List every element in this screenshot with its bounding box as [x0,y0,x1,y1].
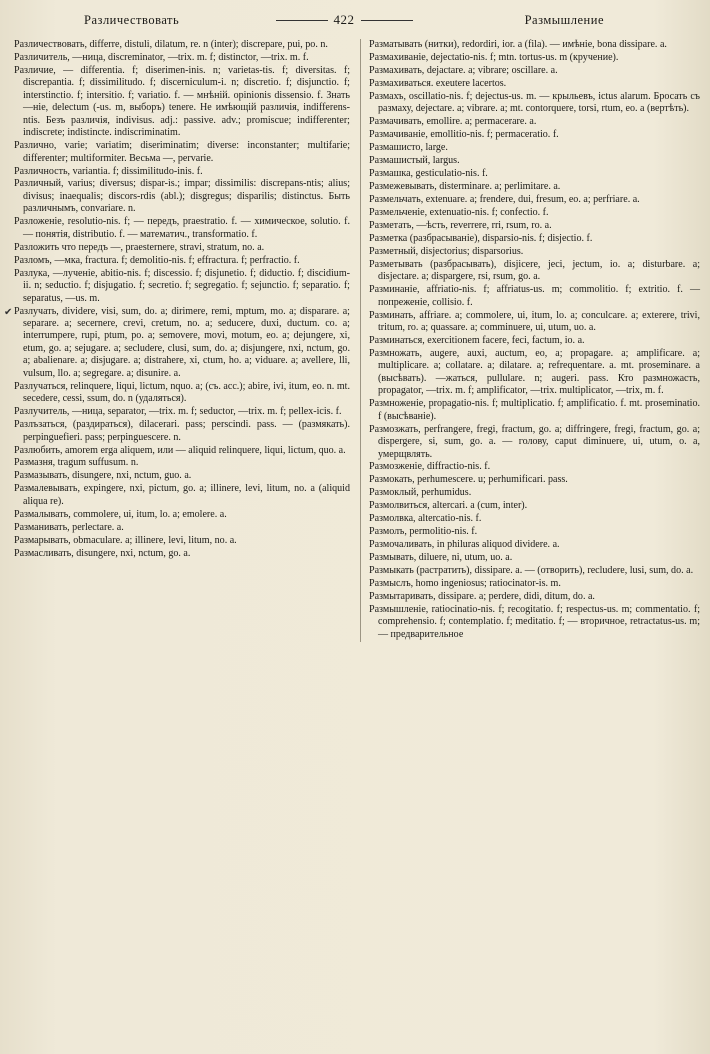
dictionary-entry: Размельченіе, extenuatio-nis. f; confectio. f. [368,206,549,218]
dictionary-entry: Размарывать, obmaculare. a; illinere, levi, litum, no. a. [14,534,237,546]
dictionary-entry: Разминать, affriare. a; commolere, ui, itum, lo. a; conculcare. a; exterere, trivi, tritum, ro. a; quassare. a; comminuere, ui, utum, uo. a. [368,309,700,333]
dictionary-entry: Разлучаться, relinquere, liqui, lictum, nquo. a; (съ. acc.); abire, ivi, itum, eo. n. mt. secedere, cessi, ssum, do. n (удаляться). [14,380,350,405]
dictionary-entry: Размахъ, oscillatio-nis. f; dejectus-us. m. — крыльевъ, ictus alarum. Бросать съ размаху, dejectare. a; vibrare. a; mt. contorquere, torsi, rtum, eo. a (вертѣть). [368,90,700,115]
dictionary-entry: Различный, varius; diversus; dispar-is.; impar; dissimilis: discrepans-ntis; alius; divisus; inaequalis; discors-rdis (abl.); disgregus; disparilis; distinctus. Быть различнымъ, convariare. n. [14,178,350,215]
dictionary-entry: Разметный, disjectorius; disparsorius. [368,245,524,257]
dictionary-entry: Размозженіе, diffractio-nis. f. [368,461,491,473]
dictionary-entry: Размачиваніе, emollitio-nis. f; permaceratio. f. [368,129,559,141]
left-column [14,39,350,642]
dictionary-entry: Размалевывать, expingere, nxi, pictum, go. a; illinere, levi, litum, no. a (aliquid aliqua re). [14,483,350,507]
dictionary-entry: Размахивать, dejactare. a; vibrare; oscillare. a. [368,64,558,76]
dictionary-entry: Различно, varie; variatim; diseriminatim; diverse: inconstanter; multifarie; differenter; multiformiter. Весьма —, pervarie. [14,140,350,164]
dictionary-entry: Размахиваніе, dejectatio-nis. f; mtn. tortus-us. m (кручение). [368,51,619,63]
page-number: 422 [333,12,355,27]
running-head-right: Размышление [524,12,604,27]
dictionary-entry: Разметывать (разбрасывать), disjicere, jeci, jectum, io. a; disturbare. a; disjectare. a; dispargere, rsi, rsum, go. a. [368,258,700,283]
dictionary-entry: Размахиваться. exeutere lacertos. [368,77,507,89]
dictionary-entry: Размножать, augere, auxi, auctum, eo, a; propagare. a; amplificare. a; multiplicare. a; collatare. a; dilatare. a; refrequentare. a. mt. proseminare. a (высѣвать). —жаться, pullulare. n; augeri. pass. Кто размножасть, propagator, —trix. m. f; amplificator, —trix. multiplicator, —trix, m. f. [368,347,700,397]
dictionary-entry: Размашка, gesticulatio-nis. f. [368,168,488,180]
dictionary-entry: Размельчать, extenuare. a; frendere, dui, fresum, eo. a; perfriare. a. [368,193,640,205]
dictionary-entry: Размыкать (растратить), dissipare. a. — (отворить), recludere, lusi, sum, do. a. [368,565,694,577]
dictionary-entry: Разломъ, —мка, fractura. f; demolitio-nis. f; effractura. f; perfractio. f. [14,254,300,266]
dictionary-entry: Разложить что передъ —, praesternere, stravi, stratum, no. a. [14,241,265,253]
dictionary-entry: Разматывать (нитки), redordiri, ior. a (fila). — имѣніе, bona dissipare. a. [368,39,667,50]
margin-mark: ✔ [4,307,13,318]
dictionary-entry: Размазывать, disungere, nxi, nctum, guo. a. [14,470,192,482]
dictionary-entry: Размолъ, permolitio-nis. f. [368,526,478,538]
dictionary-entry: Разлучитель, —ница, separator, —trix. m. f; seductor, —trix. m. f; pellex-icis. f. [14,406,342,418]
dictionary-entry: Различитель, —ница, discreminator, —trix. m. f; distinctor, —trix. m. f. [14,51,309,63]
dictionary-entry: Размытаривать, dissipare. a; perdere, didi, ditum, do. a. [368,590,595,602]
dictionary-entry: Разминаться, exercitionem facere, feci, factum, io. a. [368,334,585,346]
dictionary-entry: Разлука, —лученіе, abitio-nis. f; discessio. f; disjunetio. f; diductio. f; discidium-ii. n; seductio. f; disjugatio. f; secretio. f; segregatio. f; sejunctio. f; separatio. f; separatus, —us. m. [14,267,350,304]
dictionary-entry: Размасливать, disungere, nxi, nctum, go. a. [14,547,191,559]
dictionary-entry: Размежевывать, disterminare. a; perlimitare. a. [368,180,561,192]
page-header [14,8,700,33]
dictionary-entry: Размыслъ, homo ingeniosus; ratiocinator-is. m. [368,578,561,590]
running-head-left: Различествовать [84,12,180,27]
header-rule-left [276,20,328,21]
dictionary-entry: Разминаніе, affriatio-nis. f; affriatus-us. m; commolitio. f; extritio. f. — попреженіе, collisio. f. [368,284,700,308]
dictionary-entry: Размокать, perhumescere. u; perhumificari. pass. [368,474,568,486]
dictionary-entry: Разлюбить, amorem erga aliquem, или — aliquid relinquere, liqui, lictum, quo. a. [14,444,346,456]
dictionary-entry: Размачивать, emollire. a; permacerare. a. [368,116,537,128]
dictionary-entry: Размалывать, commolere, ui, itum, lo. a; emolere. a. [14,508,227,520]
dictionary-entry: Различность, variantia. f; dissimilitudo-inis. f. [14,165,203,177]
dictionary-entry: Разлъзаться, (раздираться), dilacerari. pass; perscindi. pass. — (размякать). perpinguefieri. pass; perpinguescere. n. [14,419,350,443]
page-number-block [276,12,413,28]
dictionary-entry: Размашистый, largus. [368,155,460,167]
dictionary-entry: Размолвиться, altercari. a (cum, inter). [368,500,528,512]
header-rule-right [361,20,413,21]
dictionary-entry: Размолвка, altercatio-nis. f. [368,513,482,525]
dictionary-entry: Размозжать, perfrangere, fregi, fractum, go. a; diffringere, fregi, fractum, go. a; dispergere, si, sum, go. a. — голову, caput diminuere, ui, utum, o. a, умерщвлять. [368,423,700,460]
dictionary-entry: Разметать, —ѣсть, reverrere, rri, rsum, ro. a. [368,219,552,231]
dictionary-entry: Разложеніе, resolutio-nis. f; — передъ, praestratio. f. — химическое, solutio. f. — понятія, distributio. f. — математич., transformatio. f. [14,216,350,240]
dictionary-entry: Различие, — differentia. f; diserimen-inis. n; varietas-tis. f; diversitas. f; discrepantia. f; dissimilitudo. f; discerniculum-i. n; discretio. f; disjunctio. f; interstinctio. f; intersitio. f; variatio. f. — мнѣній. opinionis dissensio. f. Знать —ніе, delectum (-us. m, выборъ) tenere. Не имѣющій различія, indifferens-ntis. Безъ различія, indivisus. adj.: passive. adv.; promiscue; indifferenter; indiscrete; indistincte. indiscriminatim. [14,64,350,139]
right-column [360,39,700,642]
dictionary-entry: Размазня, tragum suffusum. n. [14,457,139,469]
dictionary-entry: Размышленіе, ratiocinatio-nis. f; recogitatio. f; respectus-us. m; commentatio. f; comprehensio. f; contemplatio. f; meditatio. f; — вторичное, retractatus-us. m; — предварительное [368,603,700,640]
columns [14,39,700,642]
dictionary-entry: Различествовать, differre, distuli, dilatum, re. n (inter); discrepare, pui, po. n. [14,39,328,50]
dictionary-entry: Размашисто, large. [368,142,448,154]
dictionary-entry: Размочаливать, in philuras aliquod dividere. a. [368,539,560,551]
dictionary-entry: Размноженіе, propagatio-nis. f; multiplicatio. f; amplificatio. f. mt. proseminatio. f (высѣваніе). [368,398,700,422]
dictionary-entry: Разлучать, dividere, visi, sum, do. a; dirimere, remi, mptum, mo. a; disparare. a; separare. a; secernere, crevi, cretum, no. a; seducere, duxi, ductum. co. a; interrumpere, rupi, ptum, po. a; semovere, movi, motum, eo. a; dejungere, xi, etum, go. a; sejugare. a; secludere, clusi, sum, do. a; disjungere, nxi, nctum, go. a; abalienare. a; disjugare. a; distrahere, xi, ctum, ho. a; viduare. a; avellere, lli, vulsum, llo. a; segregare. a; disunire. a. [14,305,350,379]
dictionary-entry: Разметка (разбрасываніе), disparsio-nis. f; disjectio. f. [368,232,593,244]
dictionary-entry: Разманивать, perlectare. a. [14,521,124,533]
dictionary-entry: Размывать, diluere, ni, utum, uo. a. [368,552,513,564]
dictionary-entry: Размоклый, perhumidus. [368,487,472,499]
